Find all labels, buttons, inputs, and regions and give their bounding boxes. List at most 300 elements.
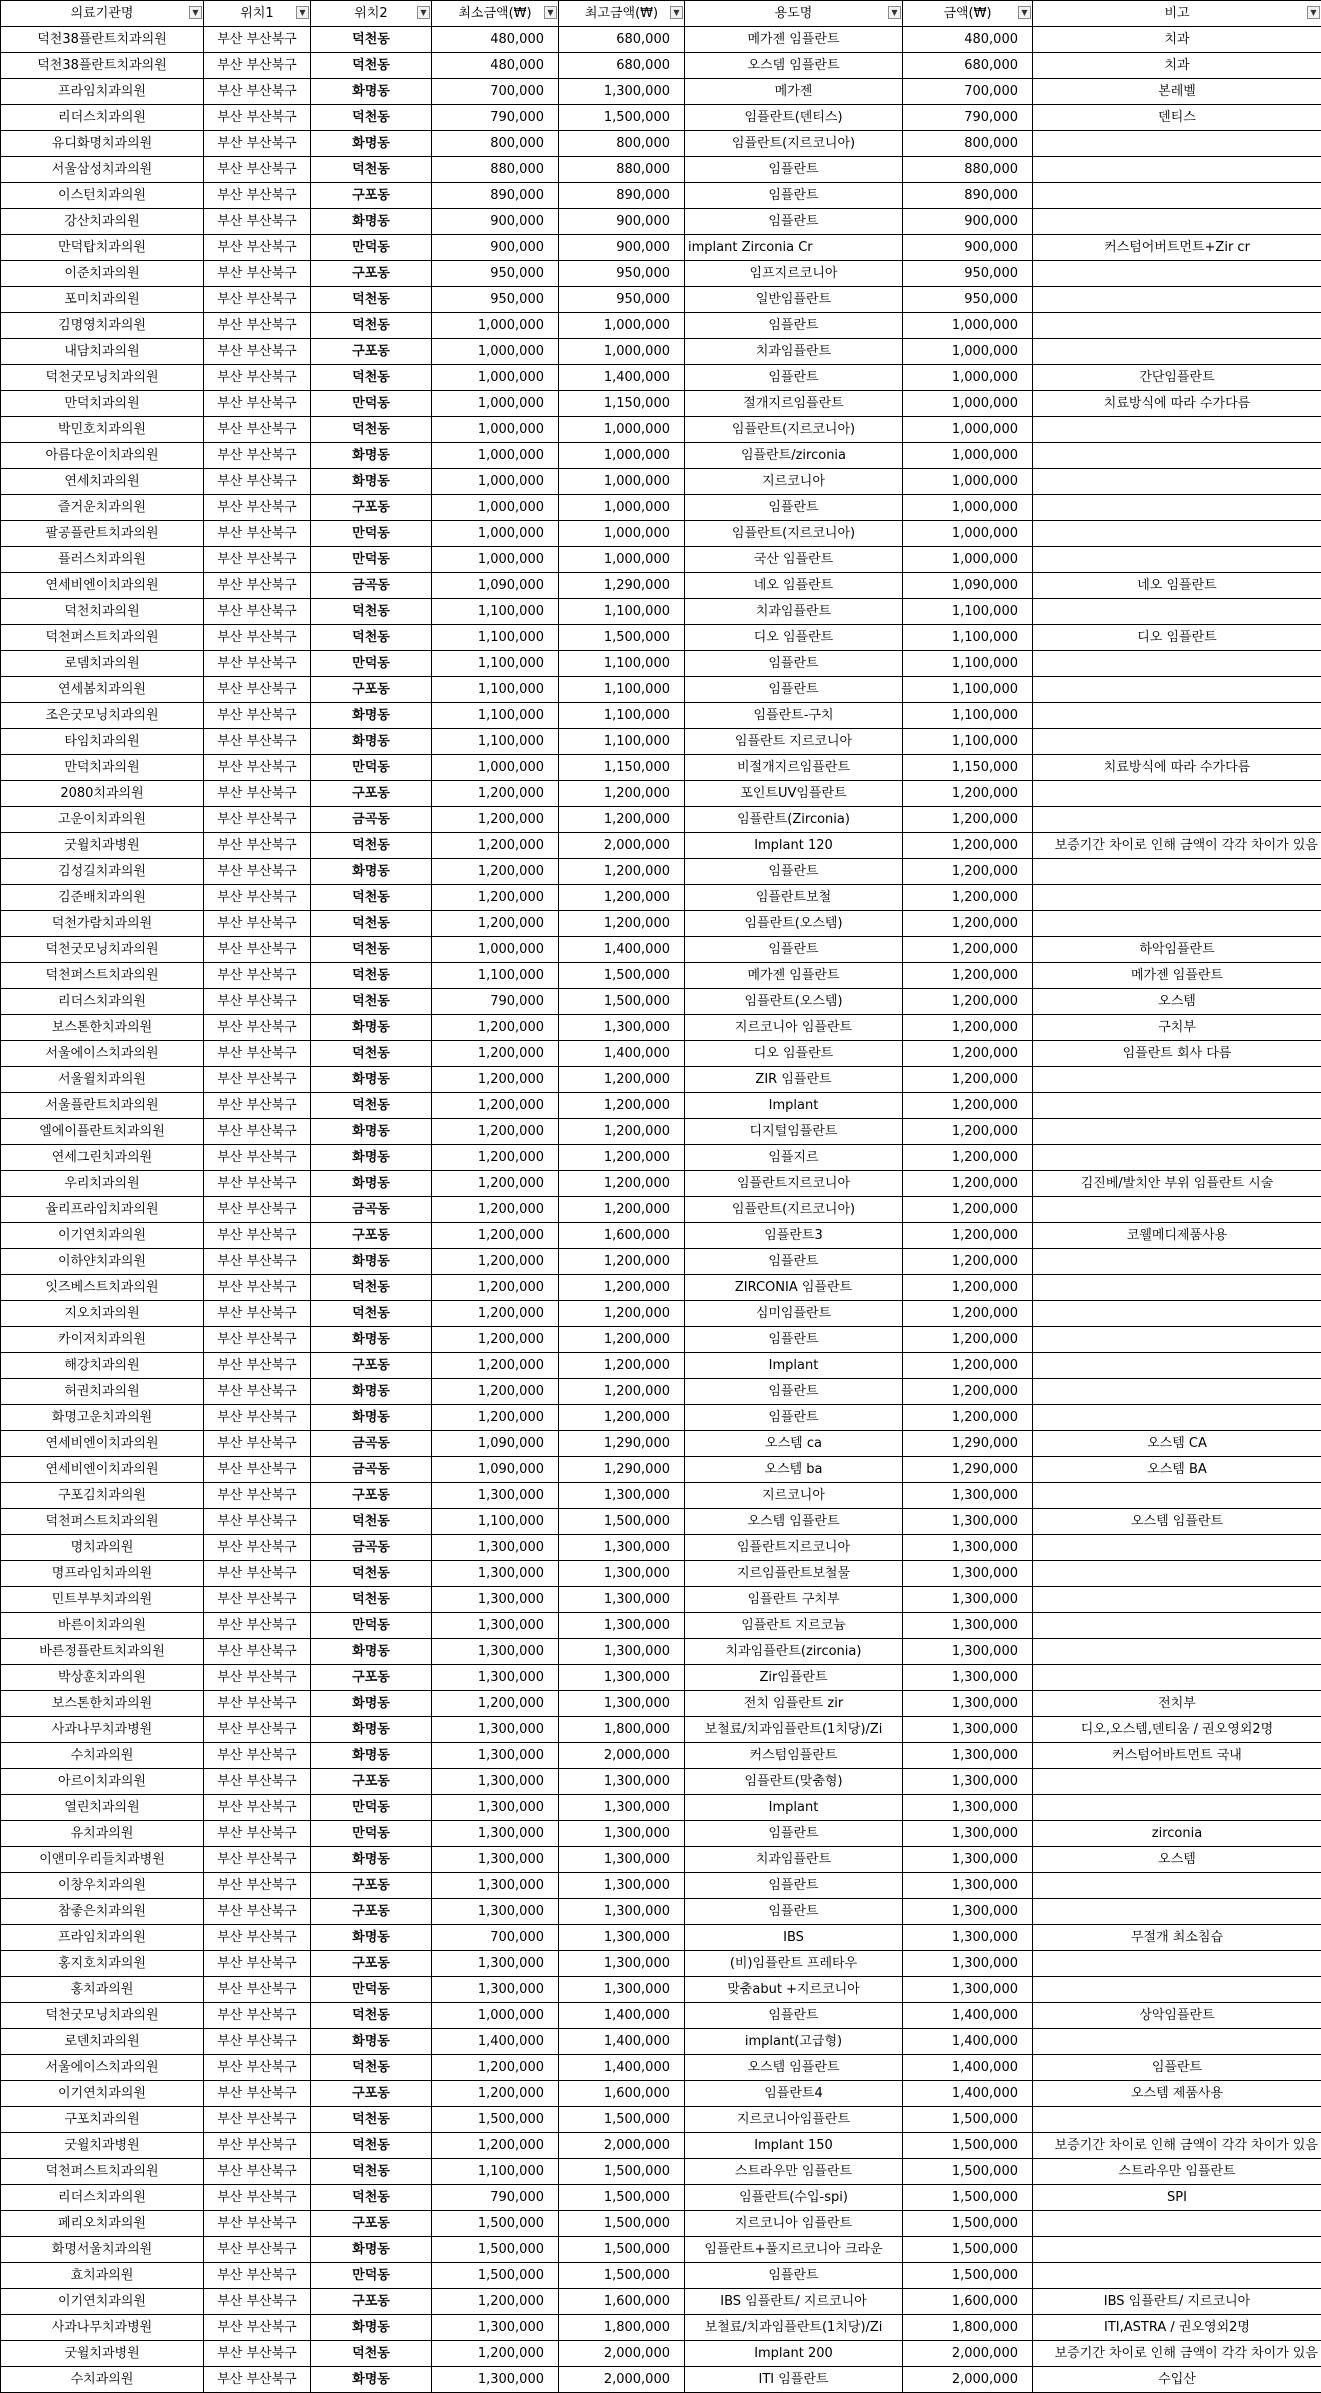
institution-name-cell[interactable]: 로덴치과의원: [1, 2029, 204, 2055]
location2-cell[interactable]: 만덕동: [311, 547, 432, 573]
min-price-cell[interactable]: 800,000: [432, 131, 559, 157]
location1-cell[interactable]: 부산 부산북구: [204, 1327, 311, 1353]
max-price-cell[interactable]: 1,200,000: [559, 807, 685, 833]
max-price-cell[interactable]: 900,000: [559, 209, 685, 235]
note-cell[interactable]: [1033, 2029, 1321, 2055]
usage-name-cell[interactable]: 메가젠 임플란트: [685, 27, 903, 53]
location1-cell[interactable]: 부산 부산북구: [204, 1587, 311, 1613]
location2-cell[interactable]: 구포동: [311, 495, 432, 521]
location1-cell[interactable]: 부산 부산북구: [204, 1925, 311, 1951]
institution-name-cell[interactable]: 이창우치과의원: [1, 1873, 204, 1899]
note-cell[interactable]: [1033, 469, 1321, 495]
usage-name-cell[interactable]: 전치 임플란트 zir: [685, 1691, 903, 1717]
price-cell[interactable]: 1,100,000: [903, 677, 1033, 703]
min-price-cell[interactable]: 700,000: [432, 1925, 559, 1951]
usage-name-cell[interactable]: Implant: [685, 1795, 903, 1821]
location2-cell[interactable]: 덕천동: [311, 1275, 432, 1301]
location2-cell[interactable]: 덕천동: [311, 937, 432, 963]
price-cell[interactable]: 1,300,000: [903, 1483, 1033, 1509]
location2-cell[interactable]: 화명동: [311, 1067, 432, 1093]
max-price-cell[interactable]: 1,600,000: [559, 2081, 685, 2107]
note-cell[interactable]: [1033, 1353, 1321, 1379]
min-price-cell[interactable]: 1,200,000: [432, 1041, 559, 1067]
usage-name-cell[interactable]: 디지털임플란트: [685, 1119, 903, 1145]
institution-name-cell[interactable]: 해강치과의원: [1, 1353, 204, 1379]
location2-cell[interactable]: 덕천동: [311, 53, 432, 79]
institution-name-cell[interactable]: 리더스치과의원: [1, 2185, 204, 2211]
note-cell[interactable]: [1033, 131, 1321, 157]
max-price-cell[interactable]: 1,000,000: [559, 495, 685, 521]
location2-cell[interactable]: 덕천동: [311, 365, 432, 391]
location2-cell[interactable]: 구포동: [311, 1899, 432, 1925]
note-cell[interactable]: [1033, 599, 1321, 625]
institution-name-cell[interactable]: 수치과의원: [1, 2367, 204, 2393]
max-price-cell[interactable]: 1,300,000: [559, 1639, 685, 1665]
location1-cell[interactable]: 부산 부산북구: [204, 1977, 311, 2003]
note-cell[interactable]: [1033, 1899, 1321, 1925]
usage-name-cell[interactable]: ZIRCONIA 임플란트: [685, 1275, 903, 1301]
institution-name-cell[interactable]: 내담치과의원: [1, 339, 204, 365]
institution-name-cell[interactable]: 화명서울치과의원: [1, 2237, 204, 2263]
price-cell[interactable]: 1,200,000: [903, 1249, 1033, 1275]
usage-name-cell[interactable]: 임플란트(지르코니아): [685, 521, 903, 547]
min-price-cell[interactable]: 790,000: [432, 2185, 559, 2211]
filter-dropdown-icon[interactable]: ▼: [544, 6, 557, 19]
institution-name-cell[interactable]: 김성길치과의원: [1, 859, 204, 885]
location1-cell[interactable]: 부산 부산북구: [204, 1015, 311, 1041]
filter-dropdown-icon[interactable]: ▼: [1307, 6, 1320, 19]
usage-name-cell[interactable]: Zir임플란트: [685, 1665, 903, 1691]
price-cell[interactable]: 2,000,000: [903, 2367, 1033, 2393]
min-price-cell[interactable]: 1,300,000: [432, 1639, 559, 1665]
location2-cell[interactable]: 화명동: [311, 209, 432, 235]
location2-cell[interactable]: 화명동: [311, 2367, 432, 2393]
note-cell[interactable]: 스트라우만 임플란트: [1033, 2159, 1321, 2185]
institution-name-cell[interactable]: 고운이치과의원: [1, 807, 204, 833]
price-cell[interactable]: 1,200,000: [903, 1353, 1033, 1379]
note-cell[interactable]: [1033, 1951, 1321, 1977]
usage-name-cell[interactable]: 치과임플란트: [685, 339, 903, 365]
max-price-cell[interactable]: 1,500,000: [559, 2211, 685, 2237]
price-cell[interactable]: 1,400,000: [903, 2029, 1033, 2055]
location2-cell[interactable]: 덕천동: [311, 2003, 432, 2029]
max-price-cell[interactable]: 1,000,000: [559, 443, 685, 469]
location1-cell[interactable]: 부산 부산북구: [204, 1223, 311, 1249]
column-header[interactable]: [311, 1, 432, 27]
min-price-cell[interactable]: 1,200,000: [432, 1275, 559, 1301]
note-cell[interactable]: 김진베/발치안 부위 임플란트 시술: [1033, 1171, 1321, 1197]
usage-name-cell[interactable]: 임플란트: [685, 1873, 903, 1899]
note-cell[interactable]: 임플란트 회사 다름: [1033, 1041, 1321, 1067]
location2-cell[interactable]: 구포동: [311, 1483, 432, 1509]
location1-cell[interactable]: 부산 부산북구: [204, 1275, 311, 1301]
min-price-cell[interactable]: 1,200,000: [432, 1405, 559, 1431]
min-price-cell[interactable]: 1,300,000: [432, 1795, 559, 1821]
location1-cell[interactable]: 부산 부산북구: [204, 2289, 311, 2315]
min-price-cell[interactable]: 1,200,000: [432, 833, 559, 859]
column-header[interactable]: [685, 1, 903, 27]
location2-cell[interactable]: 화명동: [311, 1925, 432, 1951]
location2-cell[interactable]: 구포동: [311, 1223, 432, 1249]
max-price-cell[interactable]: 1,150,000: [559, 391, 685, 417]
max-price-cell[interactable]: 1,500,000: [559, 1509, 685, 1535]
price-cell[interactable]: 1,300,000: [903, 1743, 1033, 1769]
location1-cell[interactable]: 부산 부산북구: [204, 1665, 311, 1691]
note-cell[interactable]: [1033, 443, 1321, 469]
max-price-cell[interactable]: 2,000,000: [559, 2341, 685, 2367]
price-cell[interactable]: 1,000,000: [903, 443, 1033, 469]
price-cell[interactable]: 790,000: [903, 105, 1033, 131]
note-cell[interactable]: 네오 임플란트: [1033, 573, 1321, 599]
location2-cell[interactable]: 금곡동: [311, 1457, 432, 1483]
note-cell[interactable]: [1033, 1977, 1321, 2003]
max-price-cell[interactable]: 1,100,000: [559, 651, 685, 677]
usage-name-cell[interactable]: 임프지르코니아: [685, 261, 903, 287]
location2-cell[interactable]: 구포동: [311, 677, 432, 703]
institution-name-cell[interactable]: 덕천가람치과의원: [1, 911, 204, 937]
min-price-cell[interactable]: 1,000,000: [432, 365, 559, 391]
institution-name-cell[interactable]: 덕천38플란트치과의원: [1, 27, 204, 53]
min-price-cell[interactable]: 1,500,000: [432, 2237, 559, 2263]
price-cell[interactable]: 1,100,000: [903, 599, 1033, 625]
min-price-cell[interactable]: 1,000,000: [432, 937, 559, 963]
location1-cell[interactable]: 부산 부산북구: [204, 2003, 311, 2029]
usage-name-cell[interactable]: 임플란트: [685, 183, 903, 209]
location2-cell[interactable]: 덕천동: [311, 833, 432, 859]
price-cell[interactable]: 1,200,000: [903, 1327, 1033, 1353]
note-cell[interactable]: [1033, 1769, 1321, 1795]
price-cell[interactable]: 1,300,000: [903, 1925, 1033, 1951]
note-cell[interactable]: [1033, 1587, 1321, 1613]
note-cell[interactable]: [1033, 1483, 1321, 1509]
location1-cell[interactable]: 부산 부산북구: [204, 859, 311, 885]
min-price-cell[interactable]: 1,100,000: [432, 2159, 559, 2185]
price-cell[interactable]: 1,300,000: [903, 1691, 1033, 1717]
max-price-cell[interactable]: 1,200,000: [559, 1197, 685, 1223]
location1-cell[interactable]: 부산 부산북구: [204, 1769, 311, 1795]
institution-name-cell[interactable]: 바른정플란트치과의원: [1, 1639, 204, 1665]
location1-cell[interactable]: 부산 부산북구: [204, 2263, 311, 2289]
note-cell[interactable]: [1033, 859, 1321, 885]
location1-cell[interactable]: 부산 부산북구: [204, 2029, 311, 2055]
note-cell[interactable]: 상악임플란트: [1033, 2003, 1321, 2029]
location1-cell[interactable]: 부산 부산북구: [204, 365, 311, 391]
location2-cell[interactable]: 화명동: [311, 2237, 432, 2263]
min-price-cell[interactable]: 1,200,000: [432, 885, 559, 911]
location2-cell[interactable]: 덕천동: [311, 911, 432, 937]
max-price-cell[interactable]: 1,200,000: [559, 1301, 685, 1327]
min-price-cell[interactable]: 1,300,000: [432, 1535, 559, 1561]
max-price-cell[interactable]: 1,200,000: [559, 859, 685, 885]
usage-name-cell[interactable]: 임플란트/zirconia: [685, 443, 903, 469]
location1-cell[interactable]: 부산 부산북구: [204, 2107, 311, 2133]
price-cell[interactable]: 1,000,000: [903, 521, 1033, 547]
max-price-cell[interactable]: 1,400,000: [559, 937, 685, 963]
price-cell[interactable]: 1,300,000: [903, 1587, 1033, 1613]
max-price-cell[interactable]: 2,000,000: [559, 2133, 685, 2159]
max-price-cell[interactable]: 890,000: [559, 183, 685, 209]
institution-name-cell[interactable]: 덕천퍼스트치과의원: [1, 625, 204, 651]
note-cell[interactable]: [1033, 1405, 1321, 1431]
location1-cell[interactable]: 부산 부산북구: [204, 2367, 311, 2393]
usage-name-cell[interactable]: 임플란트: [685, 209, 903, 235]
note-cell[interactable]: 코웰메디제품사용: [1033, 1223, 1321, 1249]
price-cell[interactable]: 1,200,000: [903, 833, 1033, 859]
price-cell[interactable]: 1,200,000: [903, 1119, 1033, 1145]
max-price-cell[interactable]: 1,200,000: [559, 911, 685, 937]
price-cell[interactable]: 1,200,000: [903, 1223, 1033, 1249]
note-cell[interactable]: 간단임플란트: [1033, 365, 1321, 391]
price-cell[interactable]: 880,000: [903, 157, 1033, 183]
note-cell[interactable]: [1033, 1301, 1321, 1327]
price-cell[interactable]: 1,200,000: [903, 963, 1033, 989]
location2-cell[interactable]: 구포동: [311, 1769, 432, 1795]
price-cell[interactable]: 800,000: [903, 131, 1033, 157]
usage-name-cell[interactable]: 임플란트(지르코니아): [685, 131, 903, 157]
max-price-cell[interactable]: 1,200,000: [559, 1405, 685, 1431]
institution-name-cell[interactable]: 참좋은치과의원: [1, 1899, 204, 1925]
min-price-cell[interactable]: 1,200,000: [432, 859, 559, 885]
note-cell[interactable]: [1033, 703, 1321, 729]
price-cell[interactable]: 1,000,000: [903, 313, 1033, 339]
location2-cell[interactable]: 화명동: [311, 729, 432, 755]
note-cell[interactable]: [1033, 1613, 1321, 1639]
usage-name-cell[interactable]: 메가젠: [685, 79, 903, 105]
usage-name-cell[interactable]: 지르코니아 임플란트: [685, 1015, 903, 1041]
usage-name-cell[interactable]: 국산 임플란트: [685, 547, 903, 573]
price-cell[interactable]: 1,300,000: [903, 1873, 1033, 1899]
price-cell[interactable]: 1,200,000: [903, 1405, 1033, 1431]
note-cell[interactable]: 본레벨: [1033, 79, 1321, 105]
note-cell[interactable]: [1033, 1561, 1321, 1587]
usage-name-cell[interactable]: 임플란트: [685, 2263, 903, 2289]
max-price-cell[interactable]: 1,300,000: [559, 79, 685, 105]
max-price-cell[interactable]: 1,000,000: [559, 339, 685, 365]
note-cell[interactable]: 치료방식에 따라 수가다름: [1033, 755, 1321, 781]
note-cell[interactable]: IBS 임플란트/ 지르코니아: [1033, 2289, 1321, 2315]
institution-name-cell[interactable]: 엘에이플란트치과의원: [1, 1119, 204, 1145]
usage-name-cell[interactable]: 임플란트: [685, 313, 903, 339]
location1-cell[interactable]: 부산 부산북구: [204, 1431, 311, 1457]
min-price-cell[interactable]: 1,000,000: [432, 339, 559, 365]
location2-cell[interactable]: 덕천동: [311, 1093, 432, 1119]
min-price-cell[interactable]: 950,000: [432, 261, 559, 287]
institution-name-cell[interactable]: 박민호치과의원: [1, 417, 204, 443]
usage-name-cell[interactable]: 임플란트: [685, 859, 903, 885]
note-cell[interactable]: 오스템: [1033, 1847, 1321, 1873]
institution-name-cell[interactable]: 구포치과의원: [1, 2107, 204, 2133]
institution-name-cell[interactable]: 만덕치과의원: [1, 391, 204, 417]
note-cell[interactable]: zirconia: [1033, 1821, 1321, 1847]
location1-cell[interactable]: 부산 부산북구: [204, 417, 311, 443]
note-cell[interactable]: [1033, 911, 1321, 937]
location1-cell[interactable]: 부산 부산북구: [204, 2211, 311, 2237]
location1-cell[interactable]: 부산 부산북구: [204, 1873, 311, 1899]
note-cell[interactable]: [1033, 1067, 1321, 1093]
max-price-cell[interactable]: 950,000: [559, 261, 685, 287]
location2-cell[interactable]: 화명동: [311, 443, 432, 469]
usage-name-cell[interactable]: 오스템 ca: [685, 1431, 903, 1457]
note-cell[interactable]: 치료방식에 따라 수가다름: [1033, 391, 1321, 417]
price-cell[interactable]: 1,000,000: [903, 469, 1033, 495]
note-cell[interactable]: [1033, 417, 1321, 443]
max-price-cell[interactable]: 1,500,000: [559, 105, 685, 131]
location1-cell[interactable]: 부산 부산북구: [204, 625, 311, 651]
location2-cell[interactable]: 금곡동: [311, 1197, 432, 1223]
institution-name-cell[interactable]: 바른이치과의원: [1, 1613, 204, 1639]
min-price-cell[interactable]: 1,200,000: [432, 1249, 559, 1275]
min-price-cell[interactable]: 1,300,000: [432, 1587, 559, 1613]
price-cell[interactable]: 1,300,000: [903, 1951, 1033, 1977]
price-cell[interactable]: 1,600,000: [903, 2289, 1033, 2315]
location2-cell[interactable]: 화명동: [311, 1847, 432, 1873]
location1-cell[interactable]: 부산 부산북구: [204, 391, 311, 417]
min-price-cell[interactable]: 1,000,000: [432, 2003, 559, 2029]
location2-cell[interactable]: 덕천동: [311, 2185, 432, 2211]
usage-name-cell[interactable]: 임플란트: [685, 365, 903, 391]
location2-cell[interactable]: 만덕동: [311, 2263, 432, 2289]
location1-cell[interactable]: 부산 부산북구: [204, 2185, 311, 2211]
note-cell[interactable]: [1033, 183, 1321, 209]
usage-name-cell[interactable]: 임플란트(지르코니아): [685, 417, 903, 443]
max-price-cell[interactable]: 1,200,000: [559, 1327, 685, 1353]
note-cell[interactable]: [1033, 1275, 1321, 1301]
usage-name-cell[interactable]: 임플란트 구치부: [685, 1587, 903, 1613]
min-price-cell[interactable]: 480,000: [432, 27, 559, 53]
note-cell[interactable]: 무절개 최소침습: [1033, 1925, 1321, 1951]
location2-cell[interactable]: 화명동: [311, 1639, 432, 1665]
min-price-cell[interactable]: 1,200,000: [432, 2133, 559, 2159]
min-price-cell[interactable]: 1,300,000: [432, 1821, 559, 1847]
institution-name-cell[interactable]: 만덕치과의원: [1, 755, 204, 781]
price-cell[interactable]: 1,300,000: [903, 1509, 1033, 1535]
price-cell[interactable]: 1,300,000: [903, 1535, 1033, 1561]
max-price-cell[interactable]: 1,100,000: [559, 729, 685, 755]
location1-cell[interactable]: 부산 부산북구: [204, 729, 311, 755]
institution-name-cell[interactable]: 만덕탑치과의원: [1, 235, 204, 261]
max-price-cell[interactable]: 1,500,000: [559, 2185, 685, 2211]
min-price-cell[interactable]: 1,000,000: [432, 469, 559, 495]
location2-cell[interactable]: 화명동: [311, 1405, 432, 1431]
filter-dropdown-icon[interactable]: ▼: [888, 6, 901, 19]
usage-name-cell[interactable]: 임플란트(수입-spi): [685, 2185, 903, 2211]
min-price-cell[interactable]: 1,090,000: [432, 1457, 559, 1483]
usage-name-cell[interactable]: IBS: [685, 1925, 903, 1951]
max-price-cell[interactable]: 1,300,000: [559, 1899, 685, 1925]
price-cell[interactable]: 950,000: [903, 287, 1033, 313]
max-price-cell[interactable]: 680,000: [559, 53, 685, 79]
price-cell[interactable]: 700,000: [903, 79, 1033, 105]
price-cell[interactable]: 1,000,000: [903, 391, 1033, 417]
max-price-cell[interactable]: 1,300,000: [559, 1795, 685, 1821]
location1-cell[interactable]: 부산 부산북구: [204, 495, 311, 521]
institution-name-cell[interactable]: 이스턴치과의원: [1, 183, 204, 209]
max-price-cell[interactable]: 2,000,000: [559, 2367, 685, 2393]
max-price-cell[interactable]: 1,400,000: [559, 365, 685, 391]
max-price-cell[interactable]: 1,300,000: [559, 1873, 685, 1899]
price-cell[interactable]: 1,500,000: [903, 2237, 1033, 2263]
price-cell[interactable]: 1,200,000: [903, 1275, 1033, 1301]
min-price-cell[interactable]: 1,300,000: [432, 2367, 559, 2393]
max-price-cell[interactable]: 1,200,000: [559, 1379, 685, 1405]
location2-cell[interactable]: 금곡동: [311, 573, 432, 599]
max-price-cell[interactable]: 900,000: [559, 235, 685, 261]
price-cell[interactable]: 1,000,000: [903, 339, 1033, 365]
usage-name-cell[interactable]: 지르코니아: [685, 469, 903, 495]
min-price-cell[interactable]: 1,200,000: [432, 807, 559, 833]
usage-name-cell[interactable]: 임플지르: [685, 1145, 903, 1171]
location2-cell[interactable]: 화명동: [311, 2029, 432, 2055]
price-cell[interactable]: 1,000,000: [903, 365, 1033, 391]
filter-dropdown-icon[interactable]: ▼: [296, 6, 309, 19]
location2-cell[interactable]: 구포동: [311, 339, 432, 365]
institution-name-cell[interactable]: 화명고운치과의원: [1, 1405, 204, 1431]
price-cell[interactable]: 1,200,000: [903, 911, 1033, 937]
price-cell[interactable]: 1,500,000: [903, 2185, 1033, 2211]
min-price-cell[interactable]: 1,200,000: [432, 1119, 559, 1145]
min-price-cell[interactable]: 1,300,000: [432, 1951, 559, 1977]
note-cell[interactable]: 메가젠 임플란트: [1033, 963, 1321, 989]
note-cell[interactable]: 디오,오스템,덴티움 / 권오영외2명: [1033, 1717, 1321, 1743]
filter-dropdown-icon[interactable]: ▼: [189, 6, 202, 19]
location2-cell[interactable]: 만덕동: [311, 651, 432, 677]
location1-cell[interactable]: 부산 부산북구: [204, 1899, 311, 1925]
min-price-cell[interactable]: 1,100,000: [432, 677, 559, 703]
note-cell[interactable]: 구치부: [1033, 1015, 1321, 1041]
usage-name-cell[interactable]: 임플란트: [685, 651, 903, 677]
column-header[interactable]: [204, 1, 311, 27]
institution-name-cell[interactable]: 이기연치과의원: [1, 1223, 204, 1249]
institution-name-cell[interactable]: 덕천퍼스트치과의원: [1, 1509, 204, 1535]
price-cell[interactable]: 900,000: [903, 209, 1033, 235]
usage-name-cell[interactable]: 메가젠 임플란트: [685, 963, 903, 989]
note-cell[interactable]: [1033, 729, 1321, 755]
note-cell[interactable]: 오스템 CA: [1033, 1431, 1321, 1457]
min-price-cell[interactable]: 1,300,000: [432, 1613, 559, 1639]
price-cell[interactable]: 1,200,000: [903, 1093, 1033, 1119]
min-price-cell[interactable]: 1,200,000: [432, 1223, 559, 1249]
price-cell[interactable]: 1,300,000: [903, 1795, 1033, 1821]
max-price-cell[interactable]: 1,100,000: [559, 703, 685, 729]
location2-cell[interactable]: 화명동: [311, 1717, 432, 1743]
location1-cell[interactable]: 부산 부산북구: [204, 235, 311, 261]
location2-cell[interactable]: 덕천동: [311, 885, 432, 911]
note-cell[interactable]: [1033, 287, 1321, 313]
min-price-cell[interactable]: 1,100,000: [432, 729, 559, 755]
location1-cell[interactable]: 부산 부산북구: [204, 313, 311, 339]
max-price-cell[interactable]: 1,300,000: [559, 1483, 685, 1509]
institution-name-cell[interactable]: 페리오치과의원: [1, 2211, 204, 2237]
location1-cell[interactable]: 부산 부산북구: [204, 963, 311, 989]
min-price-cell[interactable]: 1,200,000: [432, 2055, 559, 2081]
max-price-cell[interactable]: 1,400,000: [559, 2055, 685, 2081]
location1-cell[interactable]: 부산 부산북구: [204, 1145, 311, 1171]
usage-name-cell[interactable]: Implant 120: [685, 833, 903, 859]
location1-cell[interactable]: 부산 부산북구: [204, 443, 311, 469]
usage-name-cell[interactable]: (비)임플란트 프레타우: [685, 1951, 903, 1977]
institution-name-cell[interactable]: 사과나무치과병원: [1, 1717, 204, 1743]
min-price-cell[interactable]: 1,000,000: [432, 443, 559, 469]
institution-name-cell[interactable]: 우리치과의원: [1, 1171, 204, 1197]
note-cell[interactable]: SPI: [1033, 2185, 1321, 2211]
usage-name-cell[interactable]: implant(고급형): [685, 2029, 903, 2055]
max-price-cell[interactable]: 1,150,000: [559, 755, 685, 781]
institution-name-cell[interactable]: 덕천치과의원: [1, 599, 204, 625]
max-price-cell[interactable]: 1,200,000: [559, 1171, 685, 1197]
location2-cell[interactable]: 만덕동: [311, 235, 432, 261]
note-cell[interactable]: 디오 임플란트: [1033, 625, 1321, 651]
column-header[interactable]: [432, 1, 559, 27]
